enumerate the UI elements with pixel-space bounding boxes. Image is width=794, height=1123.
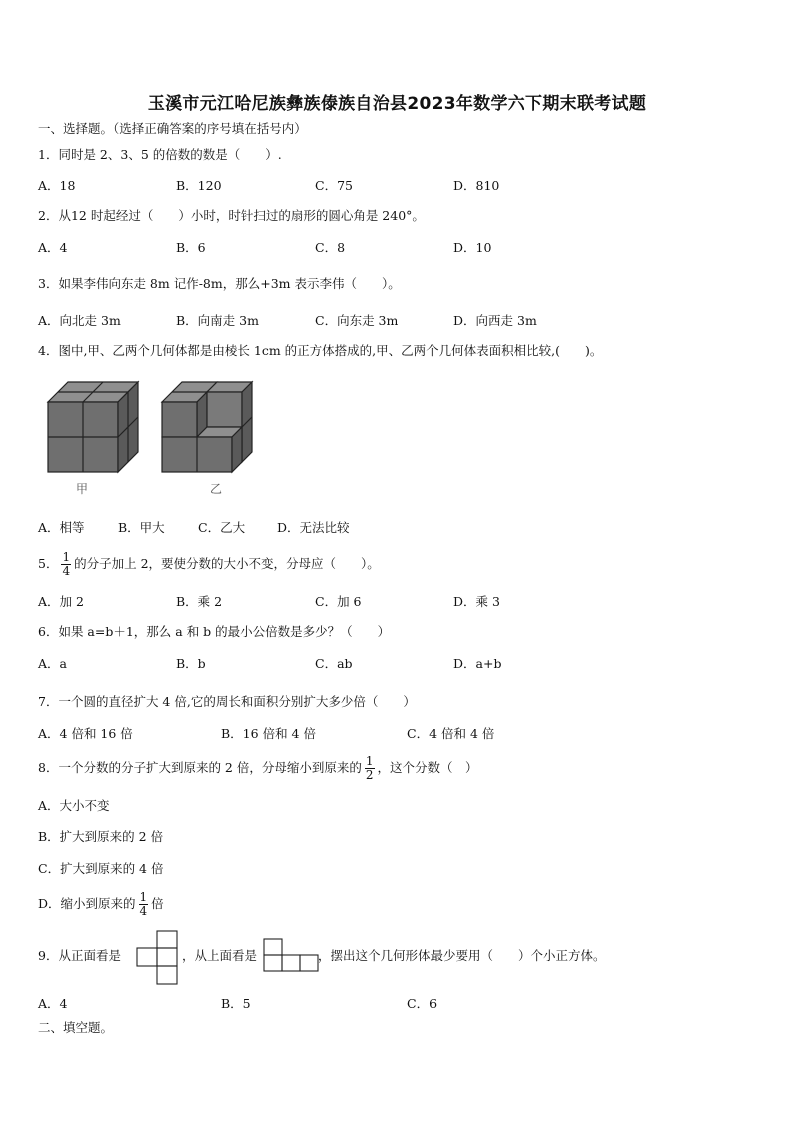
q9-option-c: C．6 bbox=[407, 996, 438, 1011]
page-title: 玉溪市元江哈尼族彝族傣族自治县2023年数学六下期末联考试题 bbox=[147, 94, 647, 114]
q3-option-c: C．向东走 3m bbox=[315, 313, 399, 328]
q4-option-a: A．相等 bbox=[38, 520, 85, 535]
fraction-numerator: 1 bbox=[62, 550, 71, 564]
q8-option-d-suffix: 倍 bbox=[151, 896, 164, 911]
q5-option-c: C．加 6 bbox=[315, 594, 362, 609]
q8-option-d bbox=[38, 889, 164, 919]
question-1: 1．同时是 2、3、5 的倍数的数是（ ）. bbox=[38, 147, 282, 162]
q6-option-b: B．b bbox=[176, 656, 206, 671]
q8-option-b: B．扩大到原来的 2 倍 bbox=[38, 829, 164, 844]
cube-figure-jia bbox=[38, 372, 148, 503]
top-view-figure bbox=[262, 938, 320, 977]
q3-option-d: D．向西走 3m bbox=[453, 313, 537, 328]
front-view-figure bbox=[135, 930, 181, 989]
q1-option-b: B．120 bbox=[176, 178, 222, 193]
q1-option-a: A．18 bbox=[38, 178, 76, 193]
q4-option-c: C．乙大 bbox=[198, 520, 246, 535]
question-6: 6．如果 a=b＋1，那么 a 和 b 的最小公倍数是多少？（ ） bbox=[38, 624, 391, 639]
cube-figure-yi bbox=[152, 372, 262, 503]
question-4: 4．图中,甲、乙两个几何体都是由棱长 1cm 的正方体搭成的,甲、乙两个几何体表面积相比较,( )。 bbox=[38, 343, 603, 358]
q8-option-c: C．扩大到原来的 4 倍 bbox=[38, 861, 164, 876]
fraction-one-half bbox=[365, 755, 375, 782]
fraction-one-quarter bbox=[139, 891, 149, 918]
q5-option-b: B．乘 2 bbox=[176, 594, 223, 609]
q4-option-d: D．无法比较 bbox=[277, 520, 350, 535]
fraction-numerator: 1 bbox=[139, 890, 148, 904]
figure-label-jia: 甲 bbox=[76, 482, 89, 496]
q2-option-b: B．6 bbox=[176, 240, 206, 255]
question-9-part1: 9．从正面看是 bbox=[38, 948, 121, 963]
q9-option-a: A．4 bbox=[38, 996, 68, 1011]
q8-text: 8．一个分数的分子扩大到原来的 2 倍，分母缩小到原来的 bbox=[38, 760, 362, 775]
fraction-one-quarter bbox=[61, 551, 71, 578]
q5-option-a: A．加 2 bbox=[38, 594, 84, 609]
q5-text: 的分子加上 2，要使分数的大小不变，分母应（ ）。 bbox=[74, 556, 380, 571]
fraction-numerator: 1 bbox=[365, 754, 374, 768]
question-3: 3．如果李伟向东走 8m 记作-8m，那么+3m 表示李伟（ ）。 bbox=[38, 276, 401, 291]
section-heading-choice: 一、选择题。（选择正确答案的序号填在括号内） bbox=[38, 121, 307, 136]
q3-option-a: A．向北走 3m bbox=[38, 313, 121, 328]
q4-option-b: B．甲大 bbox=[118, 520, 165, 535]
fraction-denominator: 4 bbox=[139, 904, 148, 918]
q2-option-c: C．8 bbox=[315, 240, 346, 255]
q2-option-a: A．4 bbox=[38, 240, 68, 255]
q5-option-d: D．乘 3 bbox=[453, 594, 500, 609]
figure-label-yi: 乙 bbox=[210, 482, 223, 496]
q7-option-c: C．4 倍和 4 倍 bbox=[407, 726, 495, 741]
question-2: 2．从12 时起经过（ ）小时，时针扫过的扇形的圆心角是 240°。 bbox=[38, 208, 425, 223]
q1-option-d: D．810 bbox=[453, 178, 500, 193]
q6-option-c: C．ab bbox=[315, 656, 353, 671]
section-heading-fill: 二、填空题。 bbox=[38, 1020, 114, 1035]
q5-number: 5． bbox=[38, 556, 59, 571]
q9-option-b: B．5 bbox=[221, 996, 251, 1011]
q6-option-a: A．a bbox=[38, 656, 67, 671]
q8-option-d-text: D．缩小到原来的 bbox=[38, 896, 136, 911]
question-9-part3: ，摆出这个几何形体最少要用（ ）个小正方体。 bbox=[318, 948, 606, 963]
q8-text-end: ，这个分数（ ） bbox=[377, 760, 478, 775]
question-8 bbox=[38, 753, 478, 783]
q7-option-a: A．4 倍和 16 倍 bbox=[38, 726, 133, 741]
q2-option-d: D．10 bbox=[453, 240, 492, 255]
question-9-part2: ，从上面看是 bbox=[182, 948, 258, 963]
q8-option-a: A．大小不变 bbox=[38, 798, 110, 813]
q6-option-d: D．a+b bbox=[453, 656, 502, 671]
fraction-denominator: 4 bbox=[62, 564, 71, 578]
question-7: 7．一个圆的直径扩大 4 倍,它的周长和面积分别扩大多少倍（ ） bbox=[38, 694, 416, 709]
q7-option-b: B．16 倍和 4 倍 bbox=[221, 726, 316, 741]
fraction-denominator: 2 bbox=[365, 768, 374, 782]
question-5 bbox=[38, 549, 380, 579]
q3-option-b: B．向南走 3m bbox=[176, 313, 259, 328]
q1-option-c: C．75 bbox=[315, 178, 353, 193]
